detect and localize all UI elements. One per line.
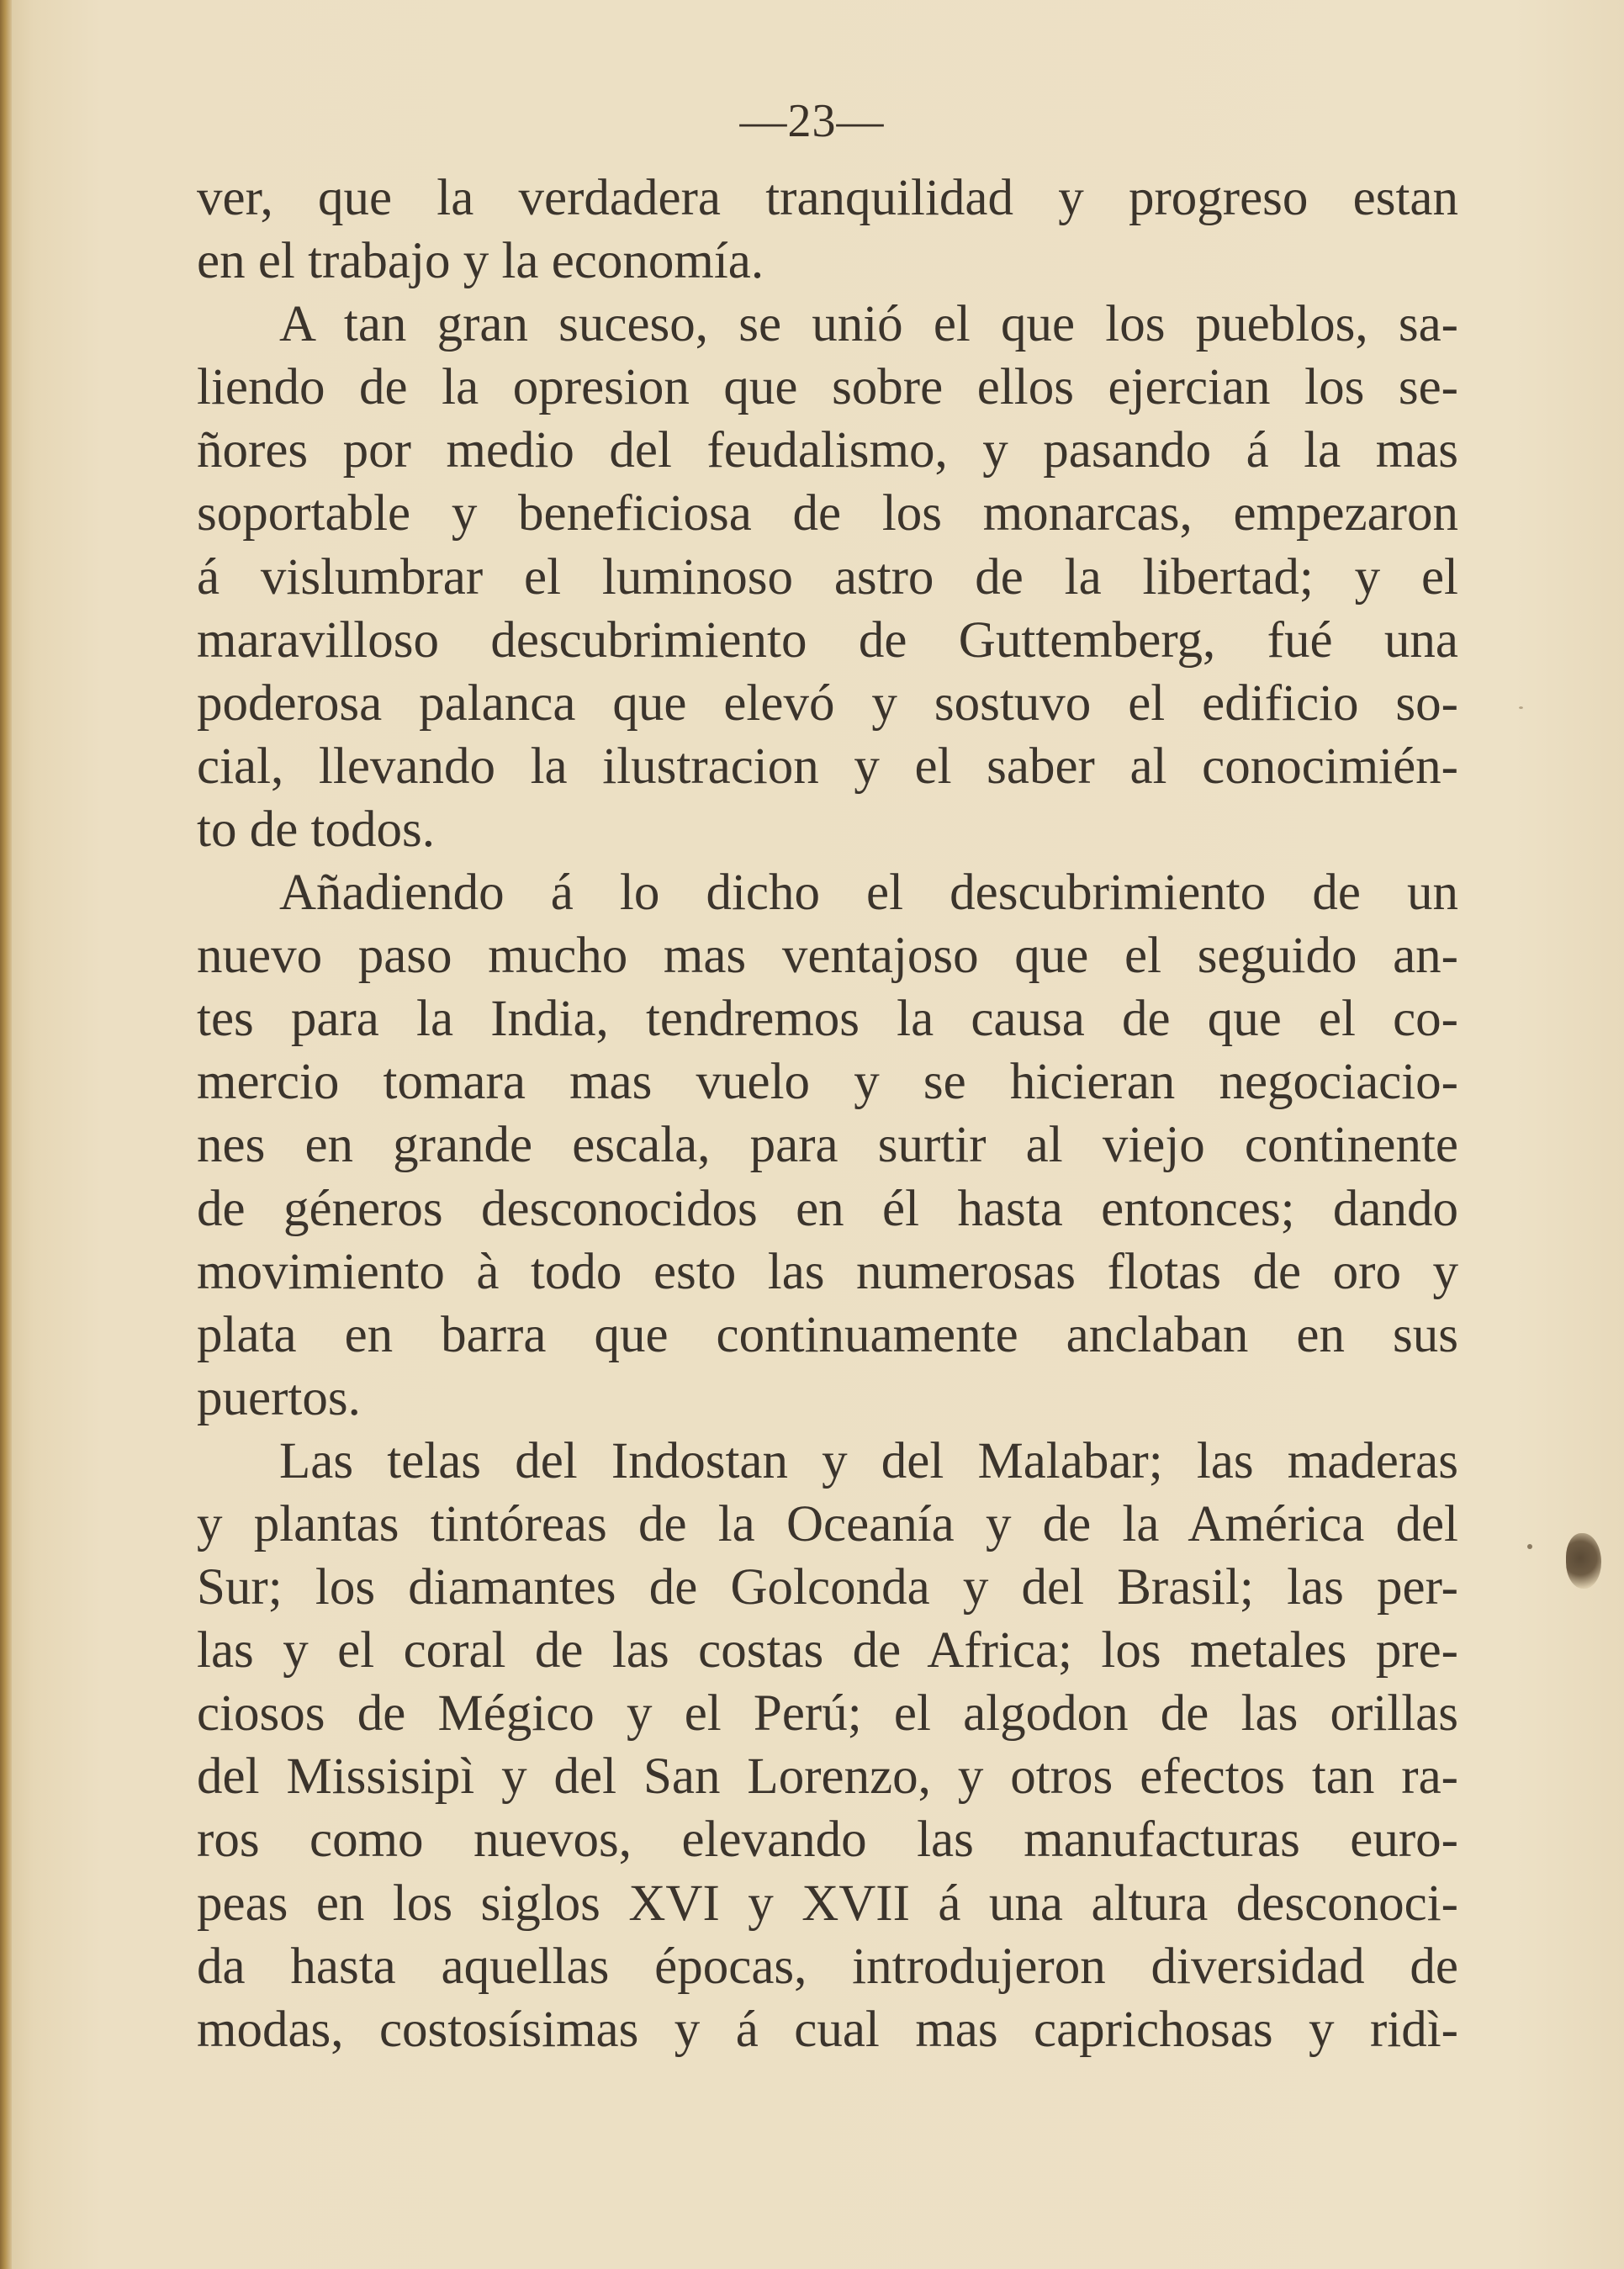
text-line: nes en grande escala, para surtir al viejo continente: [197, 1117, 1458, 1174]
text-line: soportable y beneficiosa de los monarcas, empezaron: [197, 485, 1458, 542]
text-line: nuevo paso mucho mas ventajoso que el seguido an-: [197, 928, 1458, 985]
text-line: puertos.: [197, 1369, 361, 1426]
page-number: —23—: [739, 95, 885, 147]
text-line: liendo de la opresion que sobre ellos ejercian los se-: [197, 359, 1458, 416]
text-line: A tan gran suceso, se unió el que los pueblos, sa-: [279, 296, 1458, 353]
text-line: Las telas del Indostan y del Malabar; las maderas: [279, 1432, 1458, 1489]
body-text: [197, 167, 1458, 2061]
text-line: ciosos de Mégico y el Perú; el algodon de las orillas: [197, 1685, 1458, 1743]
text-line: mercio tomara mas vuelo y se hicieran negociacio-: [197, 1054, 1458, 1111]
ink-speck: [1527, 1544, 1532, 1549]
ink-smudge: [1566, 1533, 1601, 1589]
text-line: las y el coral de las costas de Africa; los metales pre-: [197, 1622, 1458, 1679]
text-line: de géneros desconocidos en él hasta entonces; dando: [197, 1180, 1458, 1237]
text-line: Sur; los diamantes de Golconda y del Brasil; las per-: [197, 1559, 1458, 1616]
binding-edge: [0, 0, 12, 2269]
text-line: modas, costosísimas y á cual mas caprichosas y ridì-: [197, 2001, 1458, 2058]
ink-speck: [1519, 706, 1523, 709]
text-line: ñores por medio del feudalismo, y pasando á la mas: [197, 422, 1458, 479]
text-line: da hasta aquellas épocas, introdujeron diversidad de: [197, 1938, 1458, 1995]
text-line: y plantas tintóreas de la Oceanía y de la América del: [197, 1495, 1458, 1552]
text-line: ver, que la verdadera tranquilidad y progreso estan: [197, 170, 1458, 226]
text-line: tes para la India, tendremos la causa de que el co-: [197, 991, 1458, 1048]
text-line: ros como nuevos, elevando las manufacturas euro-: [197, 1811, 1458, 1869]
text-line: Añadiendo á lo dicho el descubrimiento de un: [279, 865, 1458, 922]
text-line: to de todos.: [197, 801, 435, 858]
text-line: peas en los siglos XVI y XVII á una altura desconoci-: [197, 1875, 1458, 1932]
text-line: del Missisipì y del San Lorenzo, y otros efectos tan ra-: [197, 1748, 1458, 1806]
text-line: plata en barra que continuamente anclaban en sus: [197, 1306, 1458, 1363]
text-line: en el trabajo y la economía.: [197, 233, 764, 290]
text-line: maravilloso descubrimiento de Guttemberg, fué una: [197, 611, 1458, 669]
text-line: poderosa palanca que elevó y sostuvo el edificio so-: [197, 674, 1458, 732]
text-line: movimiento à todo esto las numerosas flotas de oro y: [197, 1243, 1458, 1300]
text-line: cial, llevando la ilustracion y el saber al conocimién-: [197, 738, 1458, 795]
text-line: á vislumbrar el luminoso astro de la libertad; y el: [197, 548, 1458, 606]
